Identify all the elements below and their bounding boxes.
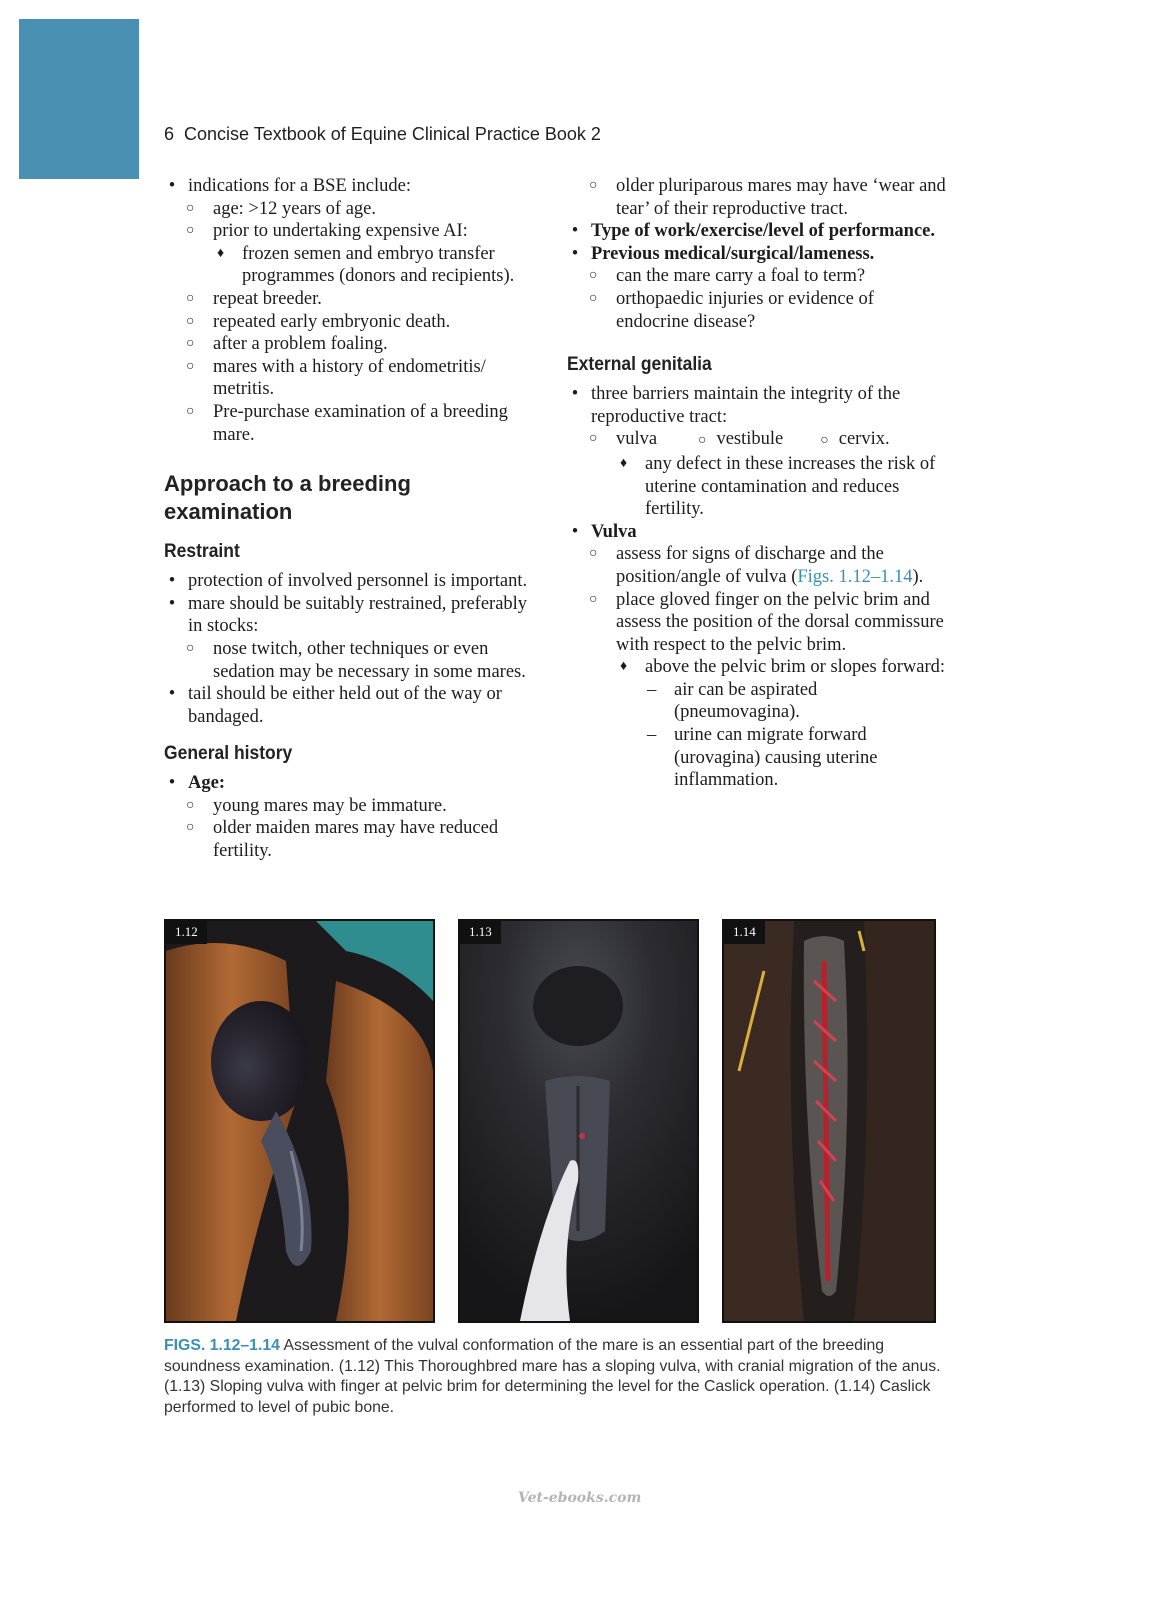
barrier-item: vulva: [616, 429, 658, 450]
figure-1-14: [722, 919, 936, 1323]
bullet-icon: •: [571, 221, 579, 242]
circle-bullet-icon: ○: [186, 403, 195, 419]
restraint-item: protection of involved personnel is important.: [188, 571, 528, 592]
list-item: [164, 772, 544, 795]
diamond-bullet-icon: ♦: [620, 659, 628, 675]
bse-item: Pre-purchase examination of a breeding mare.: [213, 401, 508, 445]
list-item: [567, 453, 947, 521]
age-label: Age:: [188, 773, 225, 794]
bullet-icon: •: [168, 684, 176, 705]
left-column: [164, 175, 544, 863]
bse-item: age: >12 years of age.: [213, 198, 376, 219]
circle-bullet-icon: ○: [186, 290, 195, 306]
list-item: [567, 589, 947, 657]
section-heading: Approach to a breeding examination: [164, 471, 411, 525]
list-item: [567, 383, 947, 428]
ai-subitem: frozen semen and embryo transfer programmes (donors and recipients).: [242, 243, 515, 287]
circle-bullet-icon: ○: [186, 200, 195, 216]
list-item: [567, 656, 947, 679]
list-item: [164, 220, 544, 243]
circle-bullet-icon: ○: [186, 336, 195, 352]
list-item: [164, 638, 544, 683]
figure-1-12: [164, 919, 435, 1323]
vulva-finger-photo: [460, 921, 697, 1321]
dash-bullet-icon: –: [647, 679, 657, 700]
dash-item: urine can migrate forward (urovagina) causing uterine inflammation.: [674, 725, 878, 791]
mare-perineum-photo: [166, 921, 433, 1321]
list-item: [164, 311, 544, 334]
age-item: older maiden mares may have reduced fertility.: [213, 818, 499, 862]
bullet-icon: •: [571, 521, 579, 542]
barrier-row: [567, 428, 947, 453]
history-list: [164, 772, 544, 862]
genitalia-list: [567, 383, 947, 792]
restraint-list: [164, 570, 544, 728]
bse-item: prior to undertaking expensive AI:: [213, 221, 468, 242]
barrier-item: cervix.: [838, 429, 890, 450]
bse-item: repeat breeder.: [213, 288, 322, 309]
list-item: [164, 288, 544, 311]
book-title: Concise Textbook of Equine Clinical Practice Book 2: [184, 124, 601, 144]
vulva-label: Vulva: [591, 521, 637, 542]
circle-bullet-icon: ○: [186, 640, 195, 656]
previous-subitem: can the mare carry a foal to term?: [616, 266, 866, 287]
circle-bullet-icon: ○: [186, 358, 195, 374]
bullet-icon: •: [168, 571, 176, 592]
bse-item: repeated early embryonic death.: [213, 311, 451, 332]
circle-bullet-icon: ○: [589, 431, 598, 447]
watermark: Vet-ebooks.com: [518, 1490, 642, 1506]
list-item: [164, 333, 544, 356]
diamond-bullet-icon: ♦: [620, 455, 628, 471]
barrier-item: vestibule: [716, 429, 784, 450]
list-item: [164, 570, 544, 593]
subsection-heading: General history: [164, 743, 293, 765]
circle-bullet-icon: ○: [698, 433, 707, 449]
running-header: [164, 124, 601, 145]
restraint-item: mare should be suitably restrained, preferably in stocks:: [188, 593, 528, 637]
list-item: [164, 817, 544, 862]
circle-bullet-icon: ○: [186, 820, 195, 836]
bullet-icon: •: [168, 176, 176, 196]
list-item: [567, 724, 947, 792]
circle-bullet-icon: ○: [589, 591, 598, 607]
list-item: [164, 795, 544, 818]
circle-bullet-icon: ○: [589, 178, 598, 193]
work-item: Type of work/exercise/level of performance.: [591, 221, 936, 242]
subsection-heading: Restraint: [164, 541, 240, 563]
list-item: [164, 175, 544, 198]
vulva-assess: assess for signs of discharge and the position/angle of vulva (: [616, 544, 884, 587]
age-item: young mares may be immature.: [213, 795, 447, 816]
list-item: [567, 243, 947, 266]
list-item: [164, 683, 544, 728]
barriers-item: three barriers maintain the integrity of the reproductive tract:: [591, 384, 901, 427]
page-number: 6: [164, 124, 175, 144]
list-item: [164, 593, 544, 638]
bse-item: mares with a history of endometritis/ metritis.: [213, 356, 486, 400]
list-item: [567, 220, 947, 243]
list-item: [567, 679, 947, 724]
circle-bullet-icon: ○: [589, 290, 598, 306]
dash-item: air can be aspirated (pneumovagina).: [674, 679, 818, 723]
above-item: above the pelvic brim or slopes forward:: [645, 657, 946, 678]
caslick-suture-photo: [724, 921, 934, 1321]
previous-item: Previous medical/surgical/lameness.: [591, 243, 875, 264]
bullet-icon: •: [168, 773, 176, 794]
dash-bullet-icon: –: [647, 725, 657, 746]
previous-subitem: orthopaedic injuries or evidence of endocrine disease?: [616, 288, 874, 332]
circle-bullet-icon: ○: [186, 313, 195, 329]
chapter-tab: [19, 19, 139, 179]
restraint-subitem: nose twitch, other techniques or even sedation may be necessary in some mares.: [213, 638, 526, 682]
list-item: [567, 288, 947, 333]
diamond-bullet-icon: ♦: [217, 245, 225, 261]
restraint-item: tail should be either held out of the way or bandaged.: [188, 684, 502, 727]
list-item: [164, 356, 544, 401]
bullet-icon: •: [168, 593, 176, 614]
bse-list: [164, 175, 544, 446]
bullet-icon: •: [571, 384, 579, 405]
list-item: [164, 401, 544, 446]
figure-1-13: [458, 919, 699, 1323]
list-item: [567, 175, 947, 220]
figure-reference-link[interactable]: Figs. 1.12–1.14: [797, 566, 913, 587]
list-item: [567, 521, 947, 544]
subsection-heading: External genitalia: [567, 354, 712, 376]
circle-bullet-icon: ○: [186, 797, 195, 813]
vulva-assess-close: ).: [912, 566, 924, 587]
bse-intro: indications for a BSE include:: [188, 176, 411, 196]
list-item: [164, 198, 544, 221]
figure-caption: [164, 1336, 944, 1418]
figure-label: 1.12: [166, 921, 207, 944]
circle-bullet-icon: ○: [589, 268, 598, 284]
caption-label: FIGS. 1.12–1.14: [164, 1337, 280, 1354]
history-continued-list: [567, 175, 947, 333]
circle-bullet-icon: ○: [820, 433, 829, 449]
list-item: [567, 543, 947, 588]
bse-item: after a problem foaling.: [213, 334, 388, 355]
glove-item: place gloved finger on the pelvic brim and assess the position of the dorsal commissure with respect to the pelvic brim.: [616, 589, 944, 655]
list-item: [567, 265, 947, 288]
caption-text: Assessment of the vulval conformation of the mare is an essential part of the breeding soundness examination. (1.12) This Thoroughbred mare has a sloping vulva, with cranial migration of the anus. (1.13) Sloping vulva with finger at pelvic brim for determining the level for the Caslick operation. (1.14) Caslick performed to level of pubic bone.: [164, 1337, 941, 1416]
figure-label: 1.13: [460, 921, 501, 944]
circle-bullet-icon: ○: [589, 546, 598, 562]
figure-label: 1.14: [724, 921, 765, 944]
bullet-icon: •: [571, 243, 579, 264]
right-column: [567, 175, 947, 792]
circle-bullet-icon: ○: [186, 223, 195, 239]
barrier-defect: any defect in these increases the risk of uterine contamination and reduces fertility.: [645, 453, 936, 520]
pluriparous-item: older pluriparous mares may have ‘wear and tear’ of their reproductive tract.: [616, 176, 946, 219]
list-item: [164, 243, 544, 288]
